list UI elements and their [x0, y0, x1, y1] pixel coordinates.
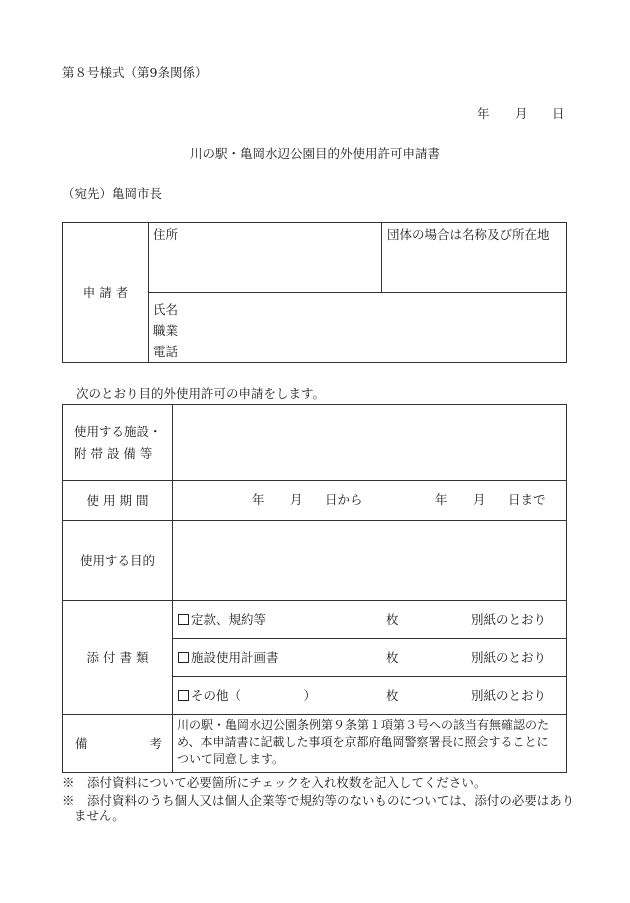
attachment-checkbox[interactable] [178, 650, 279, 666]
attachment-item: 施設使用計画書 [191, 650, 279, 665]
organization-label: 団体の場合は名称及び所在地 [387, 227, 550, 242]
remarks-line: め、本申請書に記載した事項を京都府亀岡警察署長に照会することに [177, 735, 549, 749]
remarks-value-cell [173, 715, 567, 773]
checkbox-icon [178, 614, 189, 625]
note-line: ※ 添付資料について必要箇所にチェックを入れ枚数を記入してください。 [62, 775, 487, 790]
applicant-label-text: 申 請 者 [82, 284, 129, 300]
remarks-label-right: 考 [149, 735, 162, 751]
attachment-item: 定款、規約等 [191, 612, 267, 627]
remarks-line: 川の駅・亀岡水辺公園条例第９条第１項第３号への該当有無確認のた [177, 718, 550, 732]
purpose-label: 使用する目的 [79, 552, 155, 568]
application-table [62, 404, 567, 773]
facility-value-cell[interactable] [173, 405, 567, 481]
form-number: 第８号様式（第9条関係） [62, 65, 208, 80]
applicant-label [63, 223, 149, 363]
name-occupation-phone-cell[interactable] [149, 293, 567, 363]
remarks-label-cell [63, 715, 173, 773]
attachment-note: 別紙のとおり [471, 650, 547, 665]
period-end-year: 年 [435, 492, 448, 507]
note-line: ※ 添付資料のうち個人又は個人企業等で規約等のないものについては、添付の必要はあり [62, 793, 575, 808]
period-start-month: 月 [290, 492, 303, 507]
attachment-note: 別紙のとおり [471, 612, 547, 627]
date-year: 年 [477, 106, 490, 121]
purpose-label-cell [63, 521, 173, 601]
attachment-count-unit: 枚 [386, 612, 399, 627]
period-end-day: 日まで [508, 492, 546, 507]
application-statement: 次のとおり目的外使用許可の申請をします。 [76, 386, 326, 401]
period-end-month: 月 [473, 492, 486, 507]
attachment-row [173, 677, 567, 715]
remarks-label-left: 備 [75, 735, 88, 751]
applicant-table [62, 222, 567, 363]
period-start-year: 年 [252, 492, 265, 507]
attachment-count-unit: 枚 [386, 688, 399, 703]
facility-label-line1: 使用する施設・ [74, 423, 162, 439]
date-month: 月 [515, 106, 528, 121]
attachment-row [173, 639, 567, 677]
phone-label: 電話 [153, 344, 179, 359]
checkbox-icon [178, 690, 189, 701]
organization-cell[interactable] [382, 223, 567, 293]
checkbox-icon [178, 652, 189, 663]
attachment-item: その他（ ） [191, 688, 317, 703]
name-label: 氏名 [153, 302, 179, 317]
attachment-checkbox[interactable] [178, 688, 316, 704]
period-start-day: 日から [325, 492, 363, 507]
attachment-count-unit: 枚 [386, 650, 399, 665]
facility-label-cell [63, 405, 173, 481]
period-label-cell [63, 481, 173, 521]
facility-label-line2: 附 帯 設 備 等 [74, 445, 153, 461]
attachments-label-cell [63, 601, 173, 715]
address-label: 住所 [153, 227, 179, 242]
attachment-note: 別紙のとおり [471, 688, 547, 703]
period-label: 使 用 期 間 [86, 492, 149, 508]
purpose-value-cell[interactable] [173, 521, 567, 601]
addressee: （宛先）亀岡市長 [62, 186, 163, 201]
address-cell[interactable] [149, 223, 382, 293]
period-value-cell[interactable] [173, 481, 567, 521]
attachments-label: 添 付 書 類 [86, 649, 149, 665]
attachment-row [173, 601, 567, 639]
attachment-checkbox[interactable] [178, 612, 266, 628]
occupation-label: 職業 [153, 323, 179, 338]
note-line: ません。 [74, 808, 125, 823]
date-day: 日 [552, 106, 565, 121]
document-title: 川の駅・亀岡水辺公園目的外使用許可申請書 [189, 146, 440, 161]
remarks-line: ついて同意します。 [177, 752, 285, 766]
